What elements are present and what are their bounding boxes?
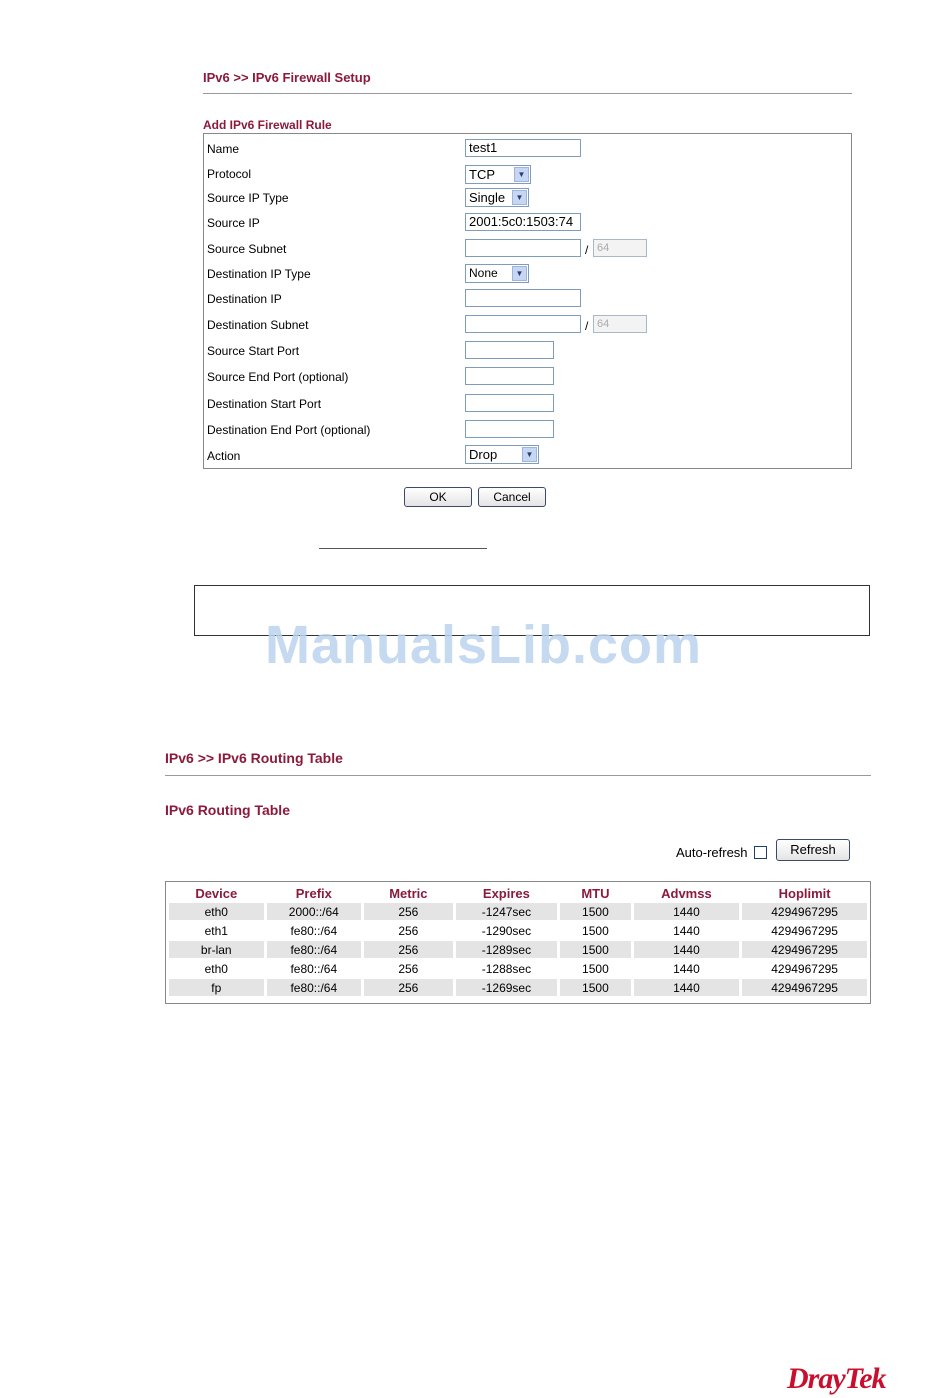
table-row (169, 941, 867, 958)
routing-page-title: IPv6 >> IPv6 Routing Table (165, 750, 343, 766)
source-ip-input[interactable]: 2001:5c0:1503:74 (465, 213, 581, 231)
table-cell: 4294967295 (742, 903, 867, 920)
table-cell: fe80::/64 (267, 960, 362, 977)
destination-subnet-prefix: 64 (593, 315, 647, 333)
table-cell: 1500 (560, 941, 630, 958)
source-start-port-label: Source Start Port (207, 344, 300, 358)
table-cell: 1500 (560, 922, 630, 939)
source-ip-type-selected-value: Single (469, 190, 506, 205)
chevron-down-icon: ▼ (512, 190, 527, 205)
table-cell: fe80::/64 (267, 922, 362, 939)
add-rule-section-title: Add IPv6 Firewall Rule (203, 118, 332, 132)
table-cell: br-lan (169, 941, 264, 958)
destination-ip-label: Destination IP (207, 292, 282, 306)
table-cell: 1500 (560, 903, 630, 920)
refresh-button[interactable]: Refresh (776, 839, 850, 861)
table-row (169, 979, 867, 996)
watermark: ManualsLib.com (265, 615, 703, 675)
table-row (169, 903, 867, 920)
chevron-down-icon: ▼ (514, 167, 529, 182)
destination-end-port-input[interactable] (465, 420, 554, 438)
routing-table (166, 883, 870, 998)
table-header-row (169, 885, 867, 901)
destination-ip-type-label: Destination IP Type (207, 267, 311, 281)
source-subnet-prefix: 64 (593, 239, 647, 257)
table-cell: 1440 (634, 903, 740, 920)
destination-ip-type-selected-value: None (469, 266, 498, 280)
action-select[interactable] (465, 445, 539, 464)
column-header: Metric (389, 885, 428, 901)
auto-refresh-checkbox[interactable] (754, 846, 767, 859)
source-end-port-input[interactable] (465, 367, 554, 385)
routing-table-frame (165, 881, 871, 1004)
table-row (169, 960, 867, 977)
table-cell: 1440 (634, 960, 740, 977)
table-cell: 256 (364, 903, 453, 920)
routing-section-title: IPv6 Routing Table (165, 802, 290, 818)
cancel-button[interactable]: Cancel (478, 487, 546, 507)
table-cell: -1269sec (456, 979, 558, 996)
column-header: Hoplimit (778, 885, 831, 901)
source-subnet-input[interactable] (465, 239, 581, 257)
routing-title-divider (165, 775, 871, 776)
protocol-select[interactable] (465, 165, 531, 184)
table-cell: -1289sec (456, 941, 558, 958)
table-cell: 1440 (634, 979, 740, 996)
table-cell: fe80::/64 (267, 941, 362, 958)
source-start-port-input[interactable] (465, 341, 554, 359)
chevron-down-icon: ▼ (512, 266, 527, 281)
table-cell: 2000::/64 (267, 903, 362, 920)
auto-refresh-label: Auto-refresh (676, 845, 748, 860)
source-end-port-label: Source End Port (optional) (207, 370, 349, 384)
firewall-page-title: IPv6 >> IPv6 Firewall Setup (203, 70, 371, 85)
chevron-down-icon: ▼ (522, 447, 537, 462)
draytek-logo: DrayTek (787, 1362, 886, 1395)
table-cell: 256 (364, 941, 453, 958)
protocol-selected-value: TCP (469, 167, 495, 182)
table-cell: eth1 (169, 922, 264, 939)
source-ip-type-label: Source IP Type (207, 191, 289, 205)
source-ip-label: Source IP (207, 216, 260, 230)
table-cell: fp (169, 979, 264, 996)
action-selected-value: Drop (469, 447, 498, 462)
table-cell: 4294967295 (742, 922, 867, 939)
subnet-slash: / (585, 319, 589, 333)
subnet-slash: / (585, 243, 589, 257)
destination-start-port-label: Destination Start Port (207, 397, 322, 411)
destination-subnet-input[interactable] (465, 315, 581, 333)
table-cell: 256 (364, 960, 453, 977)
table-cell: 1500 (560, 979, 630, 996)
table-cell: 1440 (634, 941, 740, 958)
table-cell: -1288sec (456, 960, 558, 977)
table-cell: fe80::/64 (267, 979, 362, 996)
table-cell: 256 (364, 979, 453, 996)
name-label: Name (207, 142, 240, 156)
destination-subnet-label: Destination Subnet (207, 318, 309, 332)
table-cell: 1500 (560, 960, 630, 977)
table-cell: 256 (364, 922, 453, 939)
underline-divider (319, 548, 487, 549)
destination-ip-input[interactable] (465, 289, 581, 307)
destination-start-port-input[interactable] (465, 394, 554, 412)
protocol-label: Protocol (207, 167, 252, 181)
column-header: Advmss (661, 885, 712, 901)
destination-end-port-label: Destination End Port (optional) (207, 423, 371, 437)
table-cell: 4294967295 (742, 979, 867, 996)
table-cell: 1440 (634, 922, 740, 939)
column-header: Expires (482, 885, 530, 901)
table-cell: 4294967295 (742, 960, 867, 977)
source-subnet-label: Source Subnet (207, 242, 287, 256)
table-cell: eth0 (169, 960, 264, 977)
column-header: MTU (581, 885, 610, 901)
table-row (169, 922, 867, 939)
destination-ip-type-select[interactable] (465, 264, 529, 283)
rule-form (203, 133, 852, 469)
ok-button[interactable]: OK (404, 487, 472, 507)
name-input[interactable]: test1 (465, 139, 581, 157)
table-cell: 4294967295 (742, 941, 867, 958)
table-cell: -1247sec (456, 903, 558, 920)
table-cell: eth0 (169, 903, 264, 920)
title-divider (203, 93, 852, 94)
table-cell: -1290sec (456, 922, 558, 939)
column-header: Device (195, 885, 238, 901)
column-header: Prefix (295, 885, 332, 901)
source-ip-type-select[interactable] (465, 188, 529, 207)
action-label: Action (207, 449, 241, 463)
